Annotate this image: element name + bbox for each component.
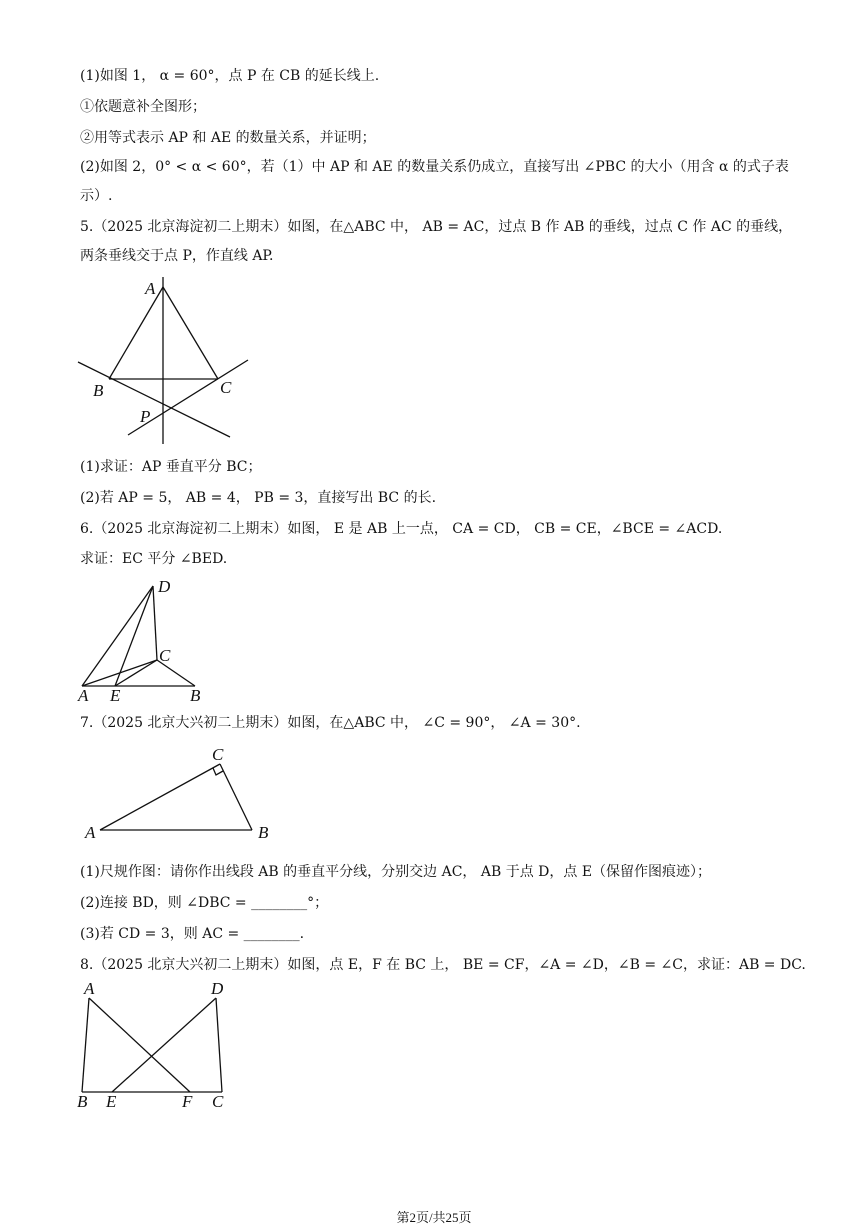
label-a: A [85, 823, 96, 842]
label-e: E [106, 1092, 117, 1111]
text-line-1: (1)如图 1， α = 60°，点 P 在 CB 的延长线上. [80, 68, 380, 84]
label-b: B [93, 381, 104, 400]
segment-ac [100, 764, 220, 830]
label-c: C [220, 378, 232, 397]
segment-dc [153, 586, 157, 660]
label-d: D [211, 980, 224, 998]
text-line-9: (2)若 AP = 5， AB = 4， PB = 3，直接写出 BC 的长. [80, 490, 437, 506]
label-a: A [78, 686, 89, 705]
label-c: C [159, 646, 171, 665]
segment-ac [163, 287, 218, 379]
text-line-4: (2)如图 2，0° < α < 60°，若（1）中 AP 和 AE 的数量关系仍成立，直接写出 ∠PBC 的大小（用含 α 的式子表 [80, 159, 789, 175]
figure-problem-8 [70, 980, 240, 1112]
text-line-10: 6.（2025 北京海淀初二上期末）如图， E 是 AB 上一点， CA = CD， CB = CE，∠BCE = ∠ACD. [80, 521, 723, 537]
figure-problem-7 [80, 742, 280, 842]
segment-ab [109, 287, 163, 379]
text-line-5: 示）. [80, 188, 113, 204]
label-p: P [140, 407, 151, 426]
figure-problem-6 [70, 578, 220, 706]
figure-problem-5 [70, 272, 270, 452]
text-line-12: 7.（2025 北京大兴初二上期末）如图，在△ABC 中， ∠C = 90°， ∠A = 30°. [80, 715, 581, 731]
label-d: D [158, 578, 171, 596]
text-line-3: ②用等式表示 AP 和 AE 的数量关系，并证明； [80, 130, 376, 146]
text-line-15: (3)若 CD = 3，则 AC = ________. [80, 926, 305, 942]
segment-af [89, 998, 190, 1092]
segment-dc [216, 998, 222, 1092]
text-line-2: ①依题意补全图形； [80, 99, 206, 115]
label-e: E [110, 686, 121, 705]
label-c: C [212, 745, 224, 764]
label-a: A [145, 279, 156, 298]
text-line-11: 求证：EC 平分 ∠BED. [80, 551, 228, 567]
segment-cb [220, 764, 252, 830]
text-line-14: (2)连接 BD，则 ∠DBC = ________°； [80, 895, 329, 911]
segment-de [115, 586, 153, 686]
page-footer: 第2页/共25页 [396, 1210, 472, 1225]
text-line-7: 两条垂线交于点 P，作直线 AP. [80, 248, 274, 264]
segment-ca [82, 660, 157, 686]
label-f: F [182, 1092, 193, 1111]
right-angle-mark [213, 768, 223, 775]
text-line-8: (1)求证：AP 垂直平分 BC； [80, 459, 262, 475]
label-b: B [258, 823, 269, 842]
label-a: A [84, 980, 95, 998]
segment-da [82, 586, 153, 686]
segment-ab [82, 998, 89, 1092]
label-b: B [190, 686, 201, 705]
text-line-13: (1)尺规作图：请你作出线段 AB 的垂直平分线，分别交边 AC， AB 于点 D，点 E（保留作图痕迹）； [80, 864, 712, 880]
text-line-6: 5.（2025 北京海淀初二上期末）如图，在△ABC 中， AB = AC，过点 B 作 AB 的垂线，过点 C 作 AC 的垂线， [80, 219, 793, 235]
segment-de [112, 998, 216, 1092]
text-line-16: 8.（2025 北京大兴初二上期末）如图，点 E，F 在 BC 上， BE = CF，∠A = ∠D，∠B = ∠C，求证：AB = DC. [80, 957, 806, 973]
label-b: B [77, 1092, 88, 1111]
label-c: C [212, 1092, 224, 1111]
